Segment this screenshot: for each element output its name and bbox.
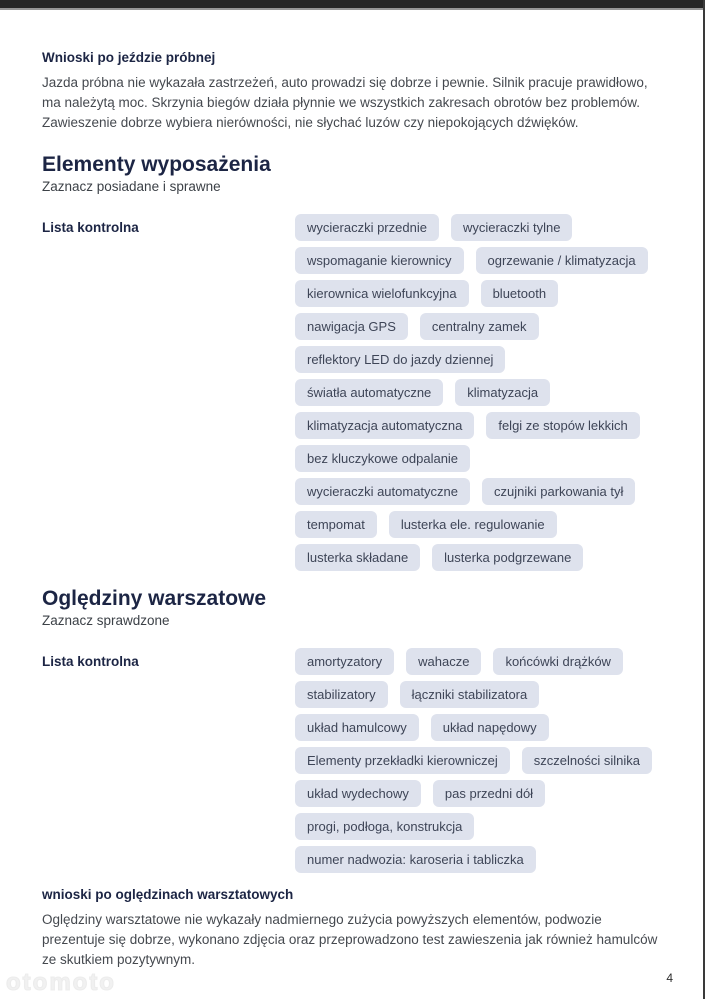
checklist-chip[interactable]: nawigacja GPS [295, 313, 408, 340]
test-drive-heading: Wnioski po jeździe próbnej [42, 50, 216, 65]
page-content [0, 50, 703, 970]
checklist-chip[interactable]: klimatyzacja automatyczna [295, 412, 474, 439]
viewer-top-bar [0, 0, 703, 10]
watermark: otomoto [6, 969, 116, 996]
chip-row [295, 478, 663, 505]
checklist-chip[interactable]: felgi ze stopów lekkich [486, 412, 639, 439]
chip-row [295, 544, 663, 571]
inspection-conclusions-heading: wnioski po oględzinach warsztatowych [42, 887, 294, 902]
equipment-checklist [42, 214, 663, 571]
checklist-chip[interactable]: Elementy przekładki kierowniczej [295, 747, 510, 774]
checklist-chip[interactable]: reflektory LED do jazdy dziennej [295, 346, 505, 373]
checklist-chip[interactable]: pas przedni dół [433, 780, 545, 807]
checklist-chip[interactable]: układ wydechowy [295, 780, 421, 807]
checklist-chip[interactable]: wycieraczki automatyczne [295, 478, 470, 505]
checklist-chip[interactable]: lusterka ele. regulowanie [389, 511, 557, 538]
checklist-chip[interactable]: lusterka składane [295, 544, 420, 571]
checklist-chip[interactable]: bluetooth [481, 280, 559, 307]
chip-row [295, 681, 663, 708]
checklist-chip[interactable]: progi, podłoga, konstrukcja [295, 813, 474, 840]
checklist-chip[interactable]: układ hamulcowy [295, 714, 419, 741]
checklist-chip[interactable]: łączniki stabilizatora [400, 681, 540, 708]
checklist-chip[interactable]: stabilizatory [295, 681, 388, 708]
equipment-chip-list [295, 214, 663, 571]
chip-row [295, 280, 663, 307]
checklist-chip[interactable]: bez kluczykowe odpalanie [295, 445, 470, 472]
checklist-chip[interactable]: wycieraczki tylne [451, 214, 573, 241]
chip-row [295, 412, 663, 439]
inspection-conclusions-text: Oględziny warsztatowe nie wykazały nadmiernego zużycia powyższych elementów, podwozie prezentuje się dobrze, wykonano zdjęcia oraz przeprowadzono test zawieszenia jak również hamulców ze skutkiem pozytywnym. [42, 912, 658, 967]
inspection-checklist [42, 648, 663, 873]
checklist-chip[interactable]: tempomat [295, 511, 377, 538]
chip-row [295, 714, 663, 741]
chip-row [295, 780, 663, 807]
checklist-chip[interactable]: wycieraczki przednie [295, 214, 439, 241]
checklist-chip[interactable]: końcówki drążków [493, 648, 623, 675]
checklist-chip[interactable]: wahacze [406, 648, 481, 675]
checklist-chip[interactable]: kierownica wielofunkcyjna [295, 280, 469, 307]
checklist-chip[interactable]: czujniki parkowania tył [482, 478, 635, 505]
chip-row [295, 313, 663, 340]
test-drive-conclusions-text: Jazda próbna nie wykazała zastrzeżeń, auto prowadzi się dobrze i pewnie. Silnik pracuje prawidłowo, ma należytą moc. Skrzynia biegów działa płynnie we wszystkich zakresach obrotów bez problemów. Zawieszenie dobrze wybiera nierówności, nie słychać luzów czy niepokojących dźwięków. [42, 75, 648, 130]
equipment-section-title: Elementy wyposażenia [42, 153, 271, 176]
page-number: 4 [666, 971, 673, 985]
chip-row [295, 846, 663, 873]
chip-row [295, 648, 663, 675]
inspection-chip-list [295, 648, 663, 873]
equipment-section-subtitle: Zaznacz posiadane i sprawne [42, 179, 221, 194]
chip-row [295, 379, 663, 406]
chip-row [295, 445, 663, 472]
chip-row [295, 813, 663, 840]
inspection-section-subtitle: Zaznacz sprawdzone [42, 613, 170, 628]
checklist-chip[interactable]: wspomaganie kierownicy [295, 247, 464, 274]
checklist-chip[interactable]: lusterka podgrzewane [432, 544, 583, 571]
checklist-chip[interactable]: szczelności silnika [522, 747, 652, 774]
checklist-chip[interactable]: centralny zamek [420, 313, 539, 340]
chip-row [295, 247, 663, 274]
checklist-chip[interactable]: układ napędowy [431, 714, 549, 741]
checklist-chip[interactable]: klimatyzacja [455, 379, 550, 406]
checklist-chip[interactable]: światła automatyczne [295, 379, 443, 406]
inspection-checklist-label: Lista kontrolna [42, 654, 139, 669]
chip-row [295, 214, 663, 241]
checklist-chip[interactable]: ogrzewanie / klimatyzacja [476, 247, 648, 274]
checklist-chip[interactable]: numer nadwozia: karoseria i tabliczka [295, 846, 536, 873]
checklist-chip[interactable]: amortyzatory [295, 648, 394, 675]
chip-row [295, 747, 663, 774]
chip-row [295, 346, 663, 373]
chip-row [295, 511, 663, 538]
inspection-section-title: Oględziny warszatowe [42, 587, 267, 610]
equipment-checklist-label: Lista kontrolna [42, 220, 139, 235]
